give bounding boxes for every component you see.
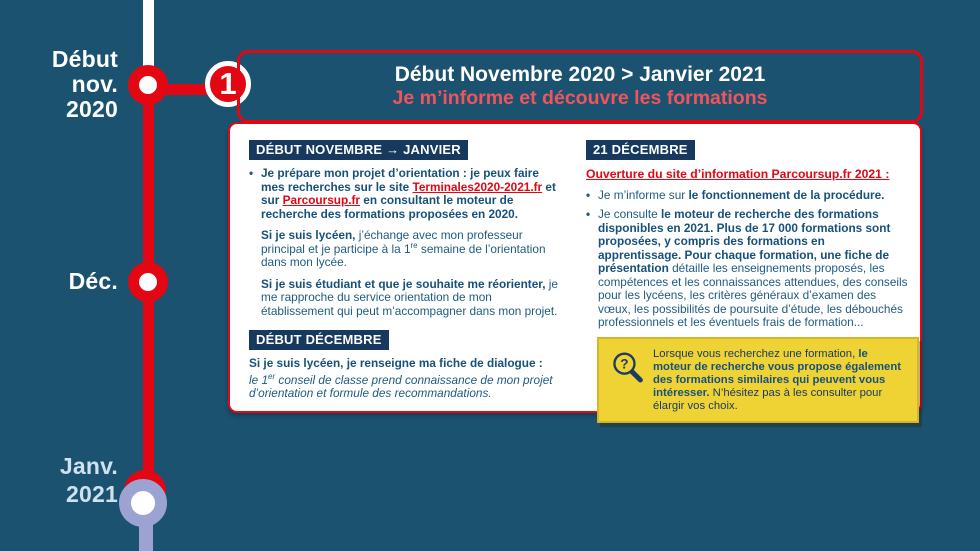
timeline-label-line: Début [51,46,118,72]
paragraph-projet-orientation [249,167,564,221]
period-subtitle: Je m’informe et découvre les formations [392,87,768,109]
text-segment: er [268,371,276,381]
text-segment: le 1 [249,372,269,387]
paragraph-fonctionnement-procedure [586,189,908,203]
tip-box [597,337,919,423]
timeline-label-line: 2021 [66,481,118,507]
text-segment: Si je suis lycéen, [261,228,356,242]
period-header [237,50,923,123]
text-segment: re [410,240,418,250]
paragraph-si-etudiant [249,278,564,319]
magnifier-question-icon [609,350,649,394]
paragraph-si-lyceen [249,229,564,270]
step-1-badge-number: 1 [219,66,237,101]
period-title: Début Novembre 2020 > Janvier 2021 [394,63,766,86]
link-terminales2020-2021.fr[interactable]: Terminales2020-2021.fr [412,179,543,194]
right-column [586,140,908,412]
timeline-label-line: 2020 [66,96,118,122]
timeline-label-dec [0,269,118,294]
timeline-label-line: nov. [71,71,118,97]
text-segment: je me rapproche du service orientation de mon établissement qui peut m’accompagner dans mon projet. [261,276,558,318]
question-mark-glyph: ? [620,356,629,372]
timeline-node-dec [128,262,168,302]
text-segment: et sur [261,179,556,207]
text-segment: détaille les enseignements proposés, les compétences et les connaissances attendues, des conseils pour les lycéens, les critères généraux d’examen des vœux, les possibilités de poursuite d’étude, les débouchés professionnels et les éventuels frais de formation... [598,261,908,329]
text-segment: N’hésitez pas à les consulter pour élargir vos choix. [653,386,883,412]
timeline-label-line: Janv. [59,453,118,479]
text-segment: le moteur de recherche vous propose également des formations similaires qui peuvent vous intéresser. [653,347,901,399]
tip-text [653,348,907,413]
timeline-label-line: Déc. [68,268,118,294]
link-parcoursup.fr[interactable]: Parcoursup.fr [282,193,360,207]
section-chip-debut-novembre-janvier: DÉBUT NOVEMBRE → JANVIER [249,140,468,160]
paragraph-moteur-recherche [586,208,908,330]
timeline-label-janv-2021 [0,452,118,508]
section-chip-debut-decembre: DÉBUT DÉCEMBRE [249,330,389,350]
text-segment: Je m’informe sur [598,187,689,202]
text-segment: Je consulte [598,207,661,221]
text-segment: j’échange avec mon professeur principal et je participe à la 1 [261,228,523,256]
heading-ouverture-parcoursup: Ouverture du site d’information Parcoursup.fr 2021 : [586,167,890,181]
details-card [228,122,922,413]
text-segment: Lorsque vous recherchez une formation, [653,347,859,360]
text-segment: Si je suis étudiant et que je souhaite me réorienter, [261,276,546,291]
text-segment: conseil de classe prend connaissance de mon projet d’orientation et formule des recommandations. [249,372,553,400]
section-chip-21-decembre: 21 DÉCEMBRE [586,140,695,160]
text-segment: le fonctionnement de la procédure. [688,187,885,202]
text-segment: Je prépare mon projet d’orientation : je peux faire mes recherches sur le site [261,166,539,194]
paragraph-fiche-dialogue [249,357,564,371]
timeline-node-jan-purple [119,479,167,527]
text-segment: en consultant le moteur de recherche des formations proposées en 2020. [261,193,519,221]
timeline-node-debut-nov [128,65,168,105]
text-segment: le moteur de recherche des formations disponibles en 2021. Plus de 17 000 formations sont proposées, y compris des formations en apprentissage. Pour chaque formation, une fiche de présentation [598,207,891,275]
left-column [249,140,564,401]
timeline-label-debut-nov-2020 [0,47,118,122]
paragraph-conseil-classe [249,371,564,401]
text-segment: semaine de l’orientation dans mon lycée. [261,241,546,269]
text-segment: Si je suis lycéen, je renseigne ma fiche de dialogue : [249,356,543,370]
